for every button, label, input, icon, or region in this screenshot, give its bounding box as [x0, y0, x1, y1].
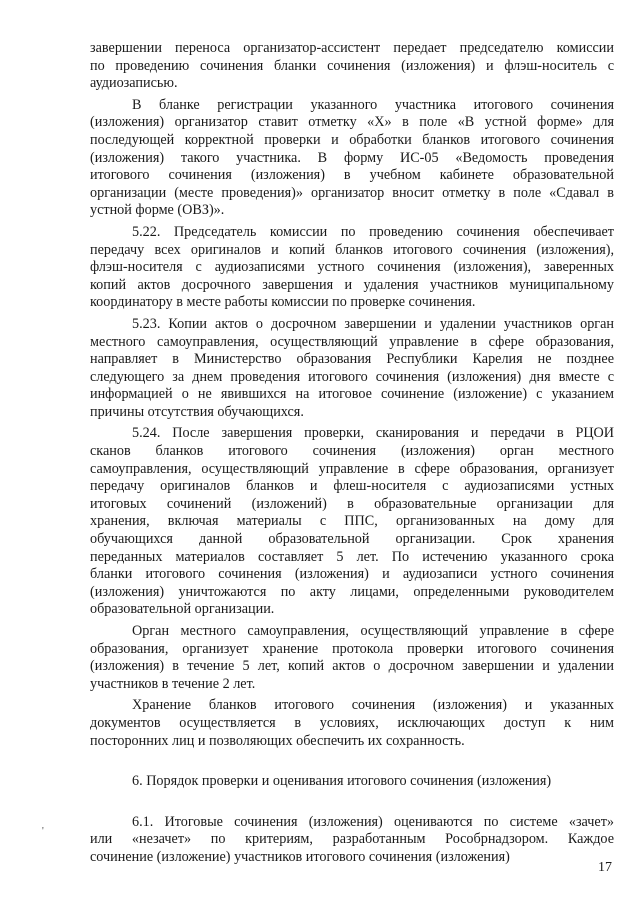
final-paragraph [90, 814, 614, 867]
section-heading: 6. Порядок проверки и оценивания итогового сочинения (изложения) [132, 773, 552, 790]
text-line: (изложения) уничтожаются по акту лицами, определенными руководителем [90, 583, 614, 600]
text-line: (изложения) такого участника. В форму ИС-05 «Ведомость проведения [90, 149, 614, 166]
text-line: посторонних лиц и позволяющих обеспечить их сохранность. [90, 732, 465, 749]
text-line: информацией о не явившихся на итоговое сочинение (изложение) с указанием [90, 386, 614, 403]
text-line: бланки итогового сочинения (изложения) и аудиозаписи устного сочинения [90, 566, 614, 583]
text-line: документов осуществляется в условиях, исключающих доступ к ним [90, 714, 614, 731]
text-line: 5.23. Копии актов о досрочном завершении и удалении участников орган [132, 315, 614, 332]
paragraph-p5 [90, 425, 614, 619]
text-line: местного самоуправления, осуществляющий управление в сфере образования, [90, 333, 614, 350]
text-line: 6.1. Итоговые сочинения (изложения) оцениваются по системе «зачет» [132, 813, 614, 830]
text-line: направляет в Министерство образования Республики Карелия не позднее [90, 351, 614, 368]
margin-mark: ' [42, 826, 44, 837]
text-line: В бланке регистрации указанного участника итогового сочинения [132, 96, 614, 113]
text-line: завершении переноса организатор-ассистент передает председателю комиссии [90, 40, 614, 56]
paragraph-p6 [90, 623, 614, 693]
paragraph-p4 [90, 316, 614, 422]
text-line: самоуправления, осуществляющий управление в сфере образования, организует [90, 460, 614, 477]
document-body [90, 40, 614, 867]
text-line: передачу всех оригиналов и копий бланков итогового сочинения (изложения), [90, 241, 614, 258]
text-line: образования, организует хранение протокола проверки итогового сочинения [90, 640, 614, 657]
text-line: или «незачет» по критериям, разработанным Рособрнадзором. Каждое [90, 831, 614, 848]
text-line: итогового сочинения (изложения) в учебном кабинете образовательной [90, 167, 614, 184]
text-line: (изложения) организатор ставит отметку «Х» в поле «В устной форме» для [90, 114, 614, 131]
text-line: (изложения) в течение 5 лет, копий актов о досрочном завершении и удалении [90, 658, 614, 675]
text-line: сочинение (изложение) участников итогового сочинения (изложения) [90, 848, 510, 865]
text-line: устной форме (ОВЗ)». [90, 202, 225, 219]
text-line: Орган местного самоуправления, осуществляющий управление в сфере [132, 623, 614, 639]
paragraph-p2 [90, 97, 614, 220]
text-line: флэш-носителя с аудиозаписями устного сочинения (изложения), заверенных [90, 259, 614, 276]
text-line: итоговых сочинений (изложений) в образовательные организации для [90, 495, 614, 512]
paragraph-p3 [90, 224, 614, 312]
text-line: передачу оригиналов бланков и флеш-носителя с аудиозаписями устных [90, 478, 614, 495]
text-line: участников в течение 2 лет. [90, 675, 256, 692]
paragraph-p1 [90, 40, 614, 93]
text-line: 5.24. После завершения проверки, сканирования и передачи в РЦОИ [132, 425, 614, 442]
text-line: 5.22. Председатель комиссии по проведению сочинения обеспечивает [132, 223, 614, 240]
text-line: причины отсутствия обучающихся. [90, 403, 304, 420]
text-line: следующего за днем проведения итогового сочинения (изложения) дня вместе с [90, 368, 614, 385]
text-line: координатору в месте работы комиссии по проверке сочинения. [90, 294, 476, 311]
paragraph-p8 [90, 814, 614, 867]
text-line: копий актов досрочного завершения и удаления участников муниципальному [90, 276, 614, 293]
text-line: Хранение бланков итогового сочинения (изложения) и указанных [132, 697, 614, 714]
text-line: по проведению сочинения бланки сочинения (изложения) и флэш-носитель с [90, 57, 614, 74]
text-line: организации (месте проведения)» организатор вносит отметку в поле «Сдавал в [90, 184, 614, 201]
text-line: последующей корректной проверки и обработки бланков итогового сочинения [90, 131, 614, 148]
page-number: 17 [598, 860, 612, 875]
text-line: переданных материалов составляет 5 лет. По истечению указанного срока [90, 548, 614, 565]
text-line: обучающихся данной образовательной организации. Срок хранения [90, 531, 614, 548]
paragraph-p7 [90, 697, 614, 750]
text-line: хранения, включая материалы с ППС, организованных на дому для [90, 513, 614, 530]
text-line: образовательной организации. [90, 601, 275, 618]
paragraphs [90, 40, 614, 750]
text-line: аудиозаписью. [90, 75, 178, 92]
text-line: сканов бланков итогового сочинения (изложения) орган местного [90, 443, 614, 460]
